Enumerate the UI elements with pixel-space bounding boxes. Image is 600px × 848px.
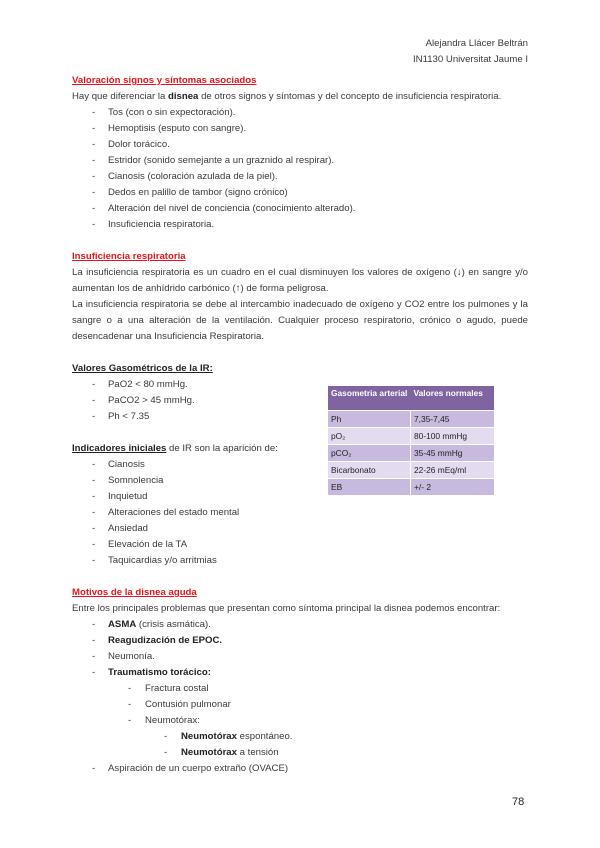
list-item: - Dedos en palillo de tambor (signo crónico) (72, 185, 528, 201)
causes-list-end (72, 761, 528, 777)
bold-text: Reagudización de EPOC. (108, 635, 223, 646)
symptom-list (72, 105, 528, 233)
page-number: 78 (512, 796, 525, 808)
table-row (328, 411, 494, 428)
course-name: IN1130 Universitat Jaume I (413, 53, 528, 65)
list-item: - Insuficiencia respiratoria. (72, 217, 528, 233)
section-title-valores: Valores Gasométricos de la IR: (72, 363, 213, 374)
table-row (328, 462, 494, 479)
list-item: - Estridor (sonido semejante a un graznido al respirar). (72, 153, 528, 169)
underlined-term: Indicadores iniciales (72, 443, 167, 454)
bold-text: Neumotórax (181, 747, 237, 758)
table-cell: 22-26 mEq/ml (411, 462, 495, 479)
text: de IR son la aparición de: (166, 443, 278, 454)
table-cell: Bicarbonato (328, 462, 411, 479)
causes-list (72, 617, 528, 681)
author-name: Alejandra Llácer Beltrán (425, 38, 528, 49)
table-row (328, 479, 494, 496)
table-header: Gasometria arterial (328, 386, 411, 411)
list-item: - Tos (con o sin expectoración). (72, 105, 528, 121)
list-item: - Cianosis (72, 457, 528, 473)
text: de otros signos y síntomas y del concepto de insuficiencia respiratoria. (198, 91, 502, 102)
list-item: - Fractura costal (72, 681, 528, 697)
list-item: - Dolor torácico. (72, 137, 528, 153)
list-item: - Elevación de la TA (72, 537, 528, 553)
neumotorax-sublist (72, 729, 528, 761)
bold-text: disnea (168, 91, 199, 102)
list-item (72, 729, 528, 745)
list-item: - Neumonía. (72, 649, 528, 665)
list-item: - Ph < 7.35 (72, 409, 528, 425)
bold-text: Neumotórax (181, 731, 237, 742)
table-cell: pO₂ (328, 428, 411, 445)
list-item: - Alteración del nivel de conciencia (conocimiento alterado). (72, 201, 528, 217)
list-item: - Ansiedad (72, 521, 528, 537)
list-item (72, 617, 528, 633)
table-cell: +/- 2 (411, 479, 495, 496)
list-item: - Hemoptisis (esputo con sangre). (72, 121, 528, 137)
list-item: - Taquicardias y/o arritmias (72, 553, 528, 569)
page-header (72, 36, 528, 67)
section-title-motivos: Motivos de la disnea aguda (72, 587, 197, 598)
paragraph (72, 89, 528, 105)
list-item: - Aspiración de un cuerpo extraño (OVACE) (72, 761, 528, 777)
paragraph: Entre los principales problemas que presentan como síntoma principal la disnea podemos encontrar: (72, 603, 501, 614)
table-header: Valores normales (411, 386, 495, 411)
section-title-insuficiencia: Insuficiencia respiratoria (72, 251, 186, 262)
list-item (72, 633, 528, 649)
gasometry-table (328, 386, 494, 495)
list-item: - PaCO2 > 45 mmHg. (72, 393, 528, 409)
list-item: - Alteraciones del estado mental (72, 505, 528, 521)
bold-text: ASMA (108, 619, 137, 630)
table-cell: EB (328, 479, 411, 496)
bold-text: Traumatismo torácico: (108, 667, 211, 678)
table-cell: Ph (328, 411, 411, 428)
list-item: - Inquietud (72, 489, 528, 505)
table-cell: pCO₂ (328, 445, 411, 462)
list-item (72, 665, 528, 681)
list-item: - Cianosis (coloración azulada de la piel). (72, 169, 528, 185)
table-cell: 80-100 mmHg (411, 428, 495, 445)
list-item: - Contusión pulmonar (72, 697, 528, 713)
table-cell: 7,35-7,45 (411, 411, 495, 428)
text: Hay que diferenciar la (72, 91, 168, 102)
list-item: - Somnolencia (72, 473, 528, 489)
trauma-sublist (72, 681, 528, 729)
table-row (328, 428, 494, 445)
table-row (328, 445, 494, 462)
text: (crisis asmática). (136, 619, 211, 630)
list-item (72, 745, 528, 761)
text: espontáneo. (236, 731, 293, 742)
text: a tensión (236, 747, 279, 758)
table-cell: 35-45 mmHg (411, 445, 495, 462)
list-item: - Neumotórax: (72, 713, 528, 729)
paragraph: La insuficiencia respiratoria se debe al intercambio inadecuado de oxígeno y CO2 entre los pulmones y la sangre o a una alteración de la ventilación. Cualquier proceso respiratorio, crónico o agudo, puede desencadenar una Insuficiencia Respiratoria. (72, 299, 528, 342)
list-item: - PaO2 < 80 mmHg. (72, 377, 528, 393)
paragraph: La insuficiencia respiratoria es un cuadro en el cual disminuyen los valores de oxígeno (↓) en sangre y/o aumentan los de anhídrido carbónico (↑) de forma peligrosa. (72, 267, 528, 294)
section-title-valoracion: Valoración signos y síntomas asociados (72, 75, 257, 86)
